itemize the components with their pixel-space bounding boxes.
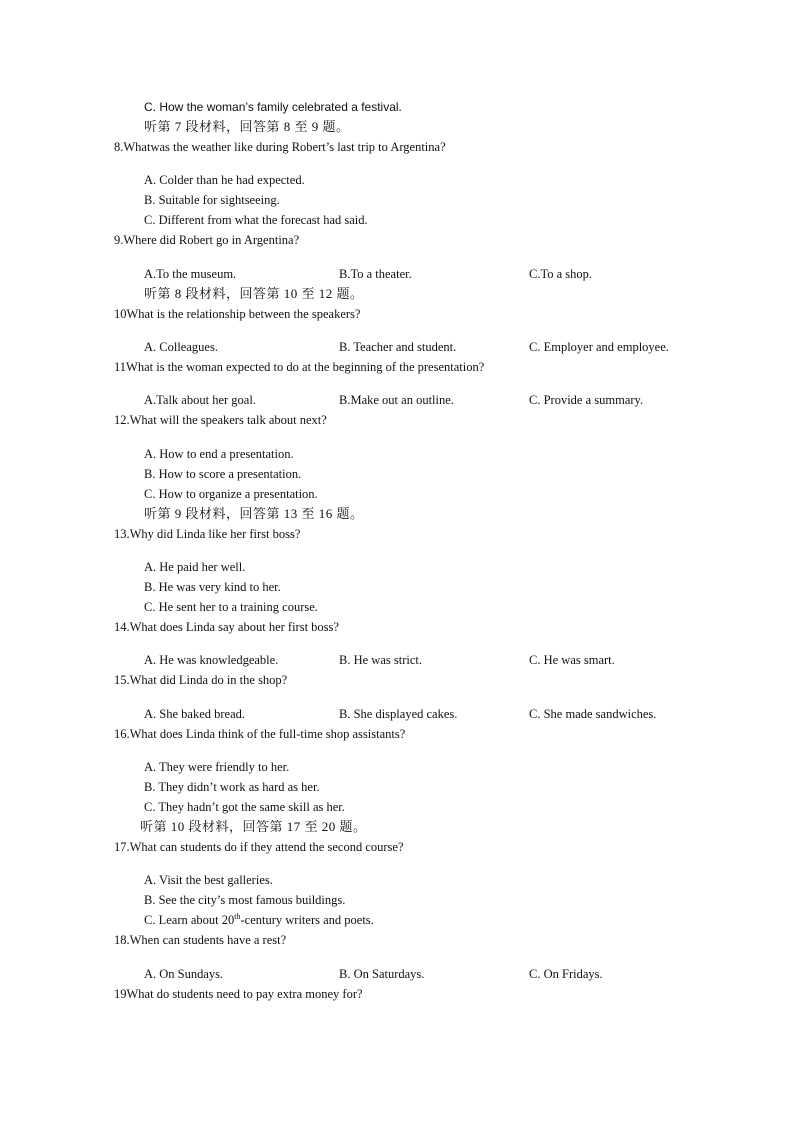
q16-option-a: A. They were friendly to her. xyxy=(144,760,290,774)
q12-option-a: A. How to end a presentation. xyxy=(144,447,294,461)
q17c-superscript: th xyxy=(234,911,241,921)
section-9-instruction: 听第 9 段材料，回答第 13 至 16 题。 xyxy=(144,506,364,521)
q16-option-b: B. They didn’t work as hard as her. xyxy=(144,780,320,794)
q18-option-b: B. On Saturdays. xyxy=(339,967,425,981)
q9-option-b: B.To a theater. xyxy=(339,267,412,281)
q15-option-b: B. She displayed cakes. xyxy=(339,707,458,721)
question-14: 14.What does Linda say about her first boss? xyxy=(114,620,339,634)
question-19: 19What do students need to pay extra money for? xyxy=(114,987,363,1001)
q8-option-c: C. Different from what the forecast had said. xyxy=(144,213,368,227)
q15-option-a: A. She baked bread. xyxy=(144,707,246,721)
section-7-instruction: 听第 7 段材料，回答第 8 至 9 题。 xyxy=(144,119,350,134)
q11-option-b: B.Make out an outline. xyxy=(339,393,454,407)
q17c-text-post: -century writers and poets. xyxy=(240,913,374,927)
question-16: 16.What does Linda think of the full-time shop assistants? xyxy=(114,727,406,741)
question-17: 17.What can students do if they attend the second course? xyxy=(114,840,404,854)
q14-option-c: C. He was smart. xyxy=(529,653,615,667)
q11-option-a: A.Talk about her goal. xyxy=(144,393,256,407)
section-8-instruction: 听第 8 段材料，回答第 10 至 12 题。 xyxy=(144,286,364,301)
question-12: 12.What will the speakers talk about next? xyxy=(114,413,327,427)
q18-option-a: A. On Sundays. xyxy=(144,967,224,981)
q16-option-c: C. They hadn’t got the same skill as her. xyxy=(144,800,345,814)
q11-option-c: C. Provide a summary. xyxy=(529,393,644,407)
question-13: 13.Why did Linda like her first boss? xyxy=(114,527,301,541)
question-18: 18.When can students have a rest? xyxy=(114,933,287,947)
question-9: 9.Where did Robert go in Argentina? xyxy=(114,233,300,247)
q17c-text-pre: C. Learn about 20 xyxy=(144,913,235,927)
q9-option-a: A.To the museum. xyxy=(144,267,237,281)
q17-option-b: B. See the city’s most famous buildings. xyxy=(144,893,346,907)
q18-option-c: C. On Fridays. xyxy=(529,967,603,981)
q7-option-c: C. How the woman’s family celebrated a festival. xyxy=(144,100,402,114)
q14-option-a: A. He was knowledgeable. xyxy=(144,653,279,667)
q10-option-a: A. Colleagues. xyxy=(144,340,218,354)
q13-option-c: C. He sent her to a training course. xyxy=(144,600,318,614)
q10-option-b: B. Teacher and student. xyxy=(339,340,457,354)
q14-option-b: B. He was strict. xyxy=(339,653,422,667)
q8-option-a: A. Colder than he had expected. xyxy=(144,173,305,187)
section-10-instruction: 听第 10 段材料，回答第 17 至 20 题。 xyxy=(140,819,367,834)
question-11: 11What is the woman expected to do at the beginning of the presentation? xyxy=(114,360,485,374)
question-10: 10What is the relationship between the speakers? xyxy=(114,307,361,321)
q15-option-c: C. She made sandwiches. xyxy=(529,707,657,721)
q9-option-c: C.To a shop. xyxy=(529,267,593,281)
q8-option-b: B. Suitable for sightseeing. xyxy=(144,193,280,207)
q12-option-c: C. How to organize a presentation. xyxy=(144,487,318,501)
question-15: 15.What did Linda do in the shop? xyxy=(114,673,288,687)
q12-option-b: B. How to score a presentation. xyxy=(144,467,302,481)
q10-option-c: C. Employer and employee. xyxy=(529,340,669,354)
q17-option-a: A. Visit the best galleries. xyxy=(144,873,273,887)
q13-option-b: B. He was very kind to her. xyxy=(144,580,281,594)
question-8: 8.Whatwas the weather like during Robert’s last trip to Argentina? xyxy=(114,140,446,154)
q13-option-a: A. He paid her well. xyxy=(144,560,246,574)
q17-option-c xyxy=(144,912,374,928)
